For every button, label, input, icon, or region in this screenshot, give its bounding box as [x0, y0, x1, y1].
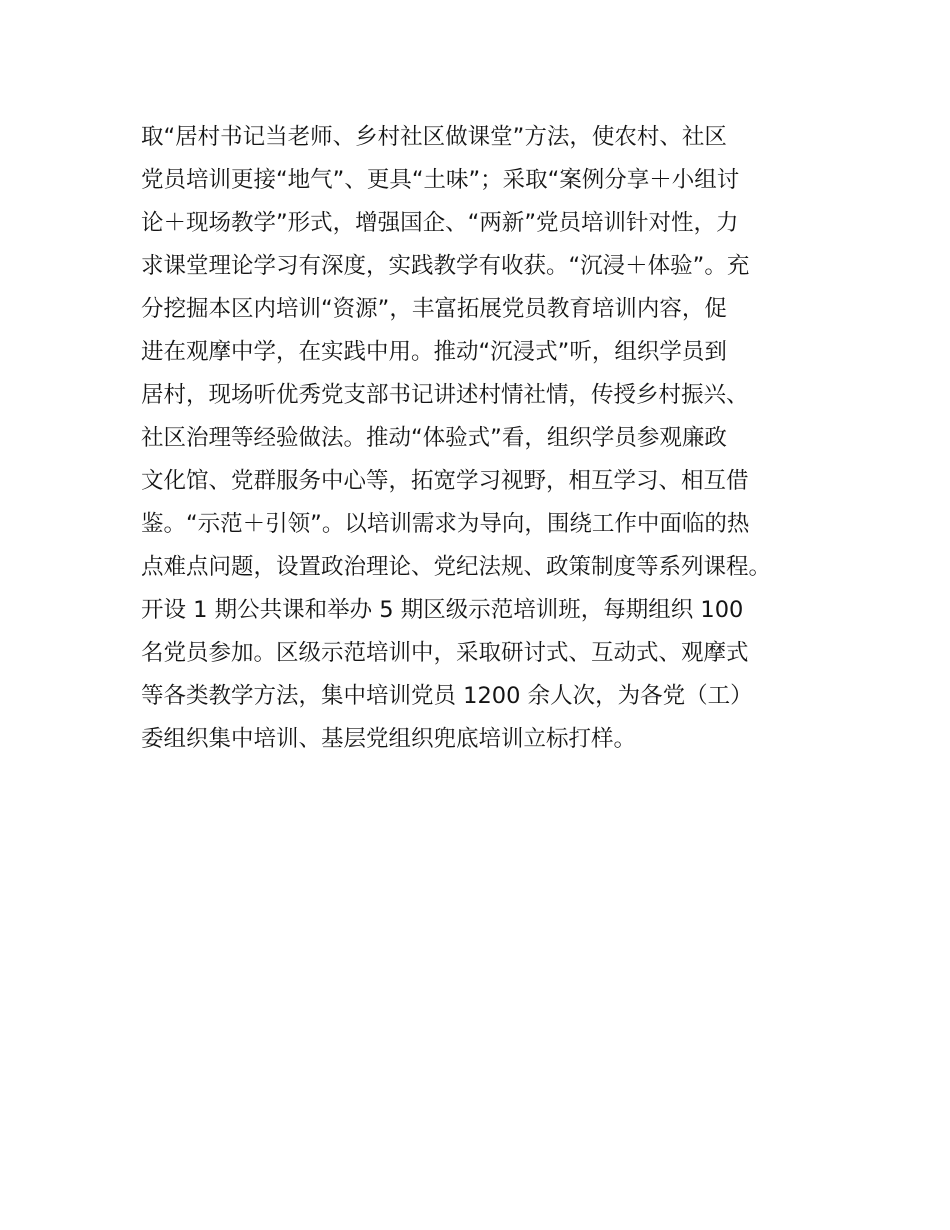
text-line: 社区治理等经验做法。推动“体验式”看，组织学员参观廉政: [141, 425, 727, 451]
text-line: 取“居村书记当老师、乡村社区做课堂”方法，使农村、社区: [141, 124, 727, 150]
text-line: 居村，现场听优秀党支部书记讲述村情社情，传授乡村振兴、: [141, 382, 749, 408]
text-line: 名党员参加。区级示范培训中，采取研讨式、互动式、观摩式: [141, 640, 749, 666]
text-line: 文化馆、党群服务中心等，拓宽学习视野，相互学习、相互借: [141, 468, 749, 494]
text-line: 点难点问题，设置政治理论、党纪法规、政策制度等系列课程。: [141, 554, 772, 580]
body-paragraph: [141, 116, 841, 761]
text-line: 分挖掘本区内培训“资源”，丰富拓展党员教育培训内容，促: [141, 296, 727, 322]
text-line: 开设 1 期公共课和举办 5 期区级示范培训班，每期组织 100: [141, 597, 744, 623]
text-line: 鉴。“示范＋引领”。以培训需求为导向，围绕工作中面临的热: [141, 511, 750, 537]
text-line: 委组织集中培训、基层党组织兜底培训立标打样。: [141, 726, 637, 752]
text-line: 党员培训更接“地气”、更具“土味”；采取“案例分享＋小组讨: [141, 167, 740, 193]
text-line: 论＋现场教学”形式，增强国企、“两新”党员培训针对性，力: [141, 210, 739, 236]
text-line: 求课堂理论学习有深度，实践教学有收获。“沉浸＋体验”。充: [141, 253, 750, 279]
text-line: 进在观摩中学，在实践中用。推动“沉浸式”听，组织学员到: [141, 339, 727, 365]
text-line: 等各类教学方法，集中培训党员 1200 余人次，为各党（工）: [141, 683, 753, 709]
